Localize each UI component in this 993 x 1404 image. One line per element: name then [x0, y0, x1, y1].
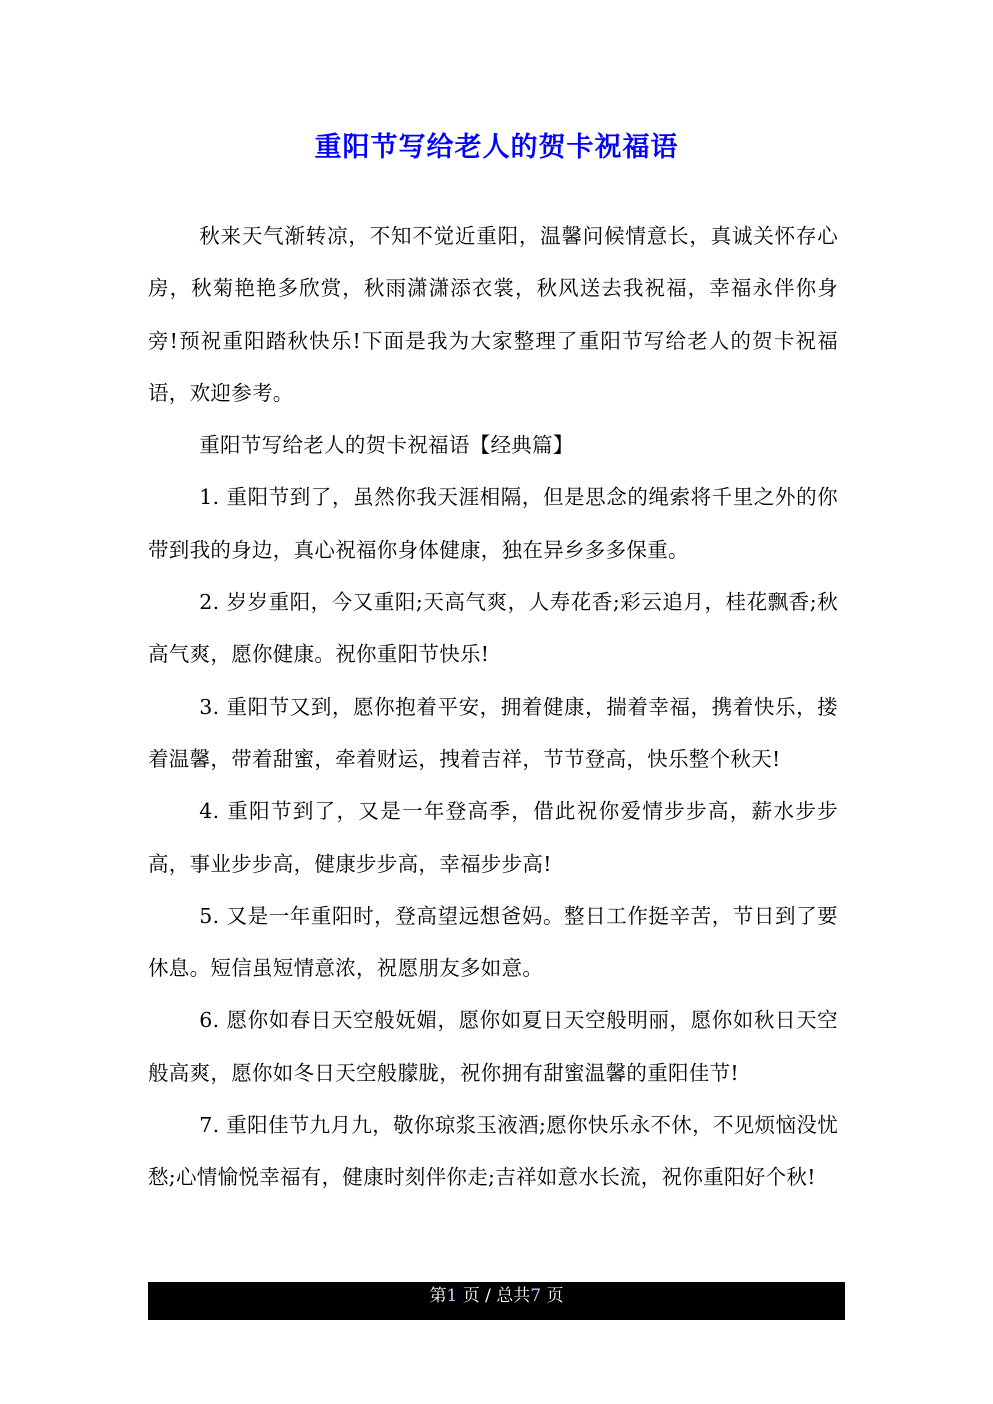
- section-heading: 重阳节写给老人的贺卡祝福语【经典篇】: [199, 433, 574, 458]
- footer-suffix: 页: [546, 1286, 564, 1306]
- footer-prefix: 第: [429, 1286, 447, 1306]
- total-pages-number: 7: [530, 1286, 542, 1306]
- page-title: 重阳节写给老人的贺卡祝福语: [314, 132, 679, 163]
- greeting-item-6: 6. 愿你如春日天空般妩媚，愿你如夏日天空般明丽，愿你如秋日天空般高爽，愿你如冬日天空般朦胧，祝你拥有甜蜜温馨的重阳佳节!: [148, 1008, 838, 1085]
- document-body: [148, 210, 838, 1204]
- current-page-number: 1: [446, 1286, 458, 1306]
- greeting-item-2: 2. 岁岁重阳，今又重阳;天高气爽，人寿花香;彩云追月，桂花飘香;秋高气爽，愿你健康。祝你重阳节快乐!: [148, 590, 838, 667]
- page-footer: [148, 1282, 845, 1320]
- footer-middle: 页 / 总共: [462, 1286, 531, 1306]
- intro-paragraph: 秋来天气渐转凉，不知不觉近重阳，温馨问候情意长，真诚关怀存心房，秋菊艳艳多欣赏，秋雨潇潇添衣裳，秋风送去我祝福，幸福永伴你身旁!预祝重阳踏秋快乐!下面是我为大家整理了重阳节写给老人的贺卡祝福语，欢迎参考。: [148, 224, 838, 405]
- greeting-item-4: 4. 重阳节到了，又是一年登高季，借此祝你爱情步步高，薪水步步高，事业步步高，健康步步高，幸福步步高!: [148, 799, 838, 876]
- greeting-item-5: 5. 又是一年重阳时，登高望远想爸妈。整日工作挺辛苦，节日到了要休息。短信虽短情意浓，祝愿朋友多如意。: [148, 903, 838, 981]
- greeting-item-3: 3. 重阳节又到，愿你抱着平安，拥着健康，揣着幸福，携着快乐，搂着温馨，带着甜蜜，牵着财运，拽着吉祥，节节登高，快乐整个秋天!: [148, 694, 838, 771]
- greeting-item-1: 1. 重阳节到了，虽然你我天涯相隔，但是思念的绳索将千里之外的你带到我的身边，真心祝福你身体健康，独在异乡多多保重。: [148, 485, 838, 562]
- greeting-item-7: 7. 重阳佳节九月九，敬你琼浆玉液酒;愿你快乐永不休，不见烦恼没忧愁;心情愉悦幸福有，健康时刻伴你走;吉祥如意水长流，祝你重阳好个秋!: [148, 1113, 838, 1190]
